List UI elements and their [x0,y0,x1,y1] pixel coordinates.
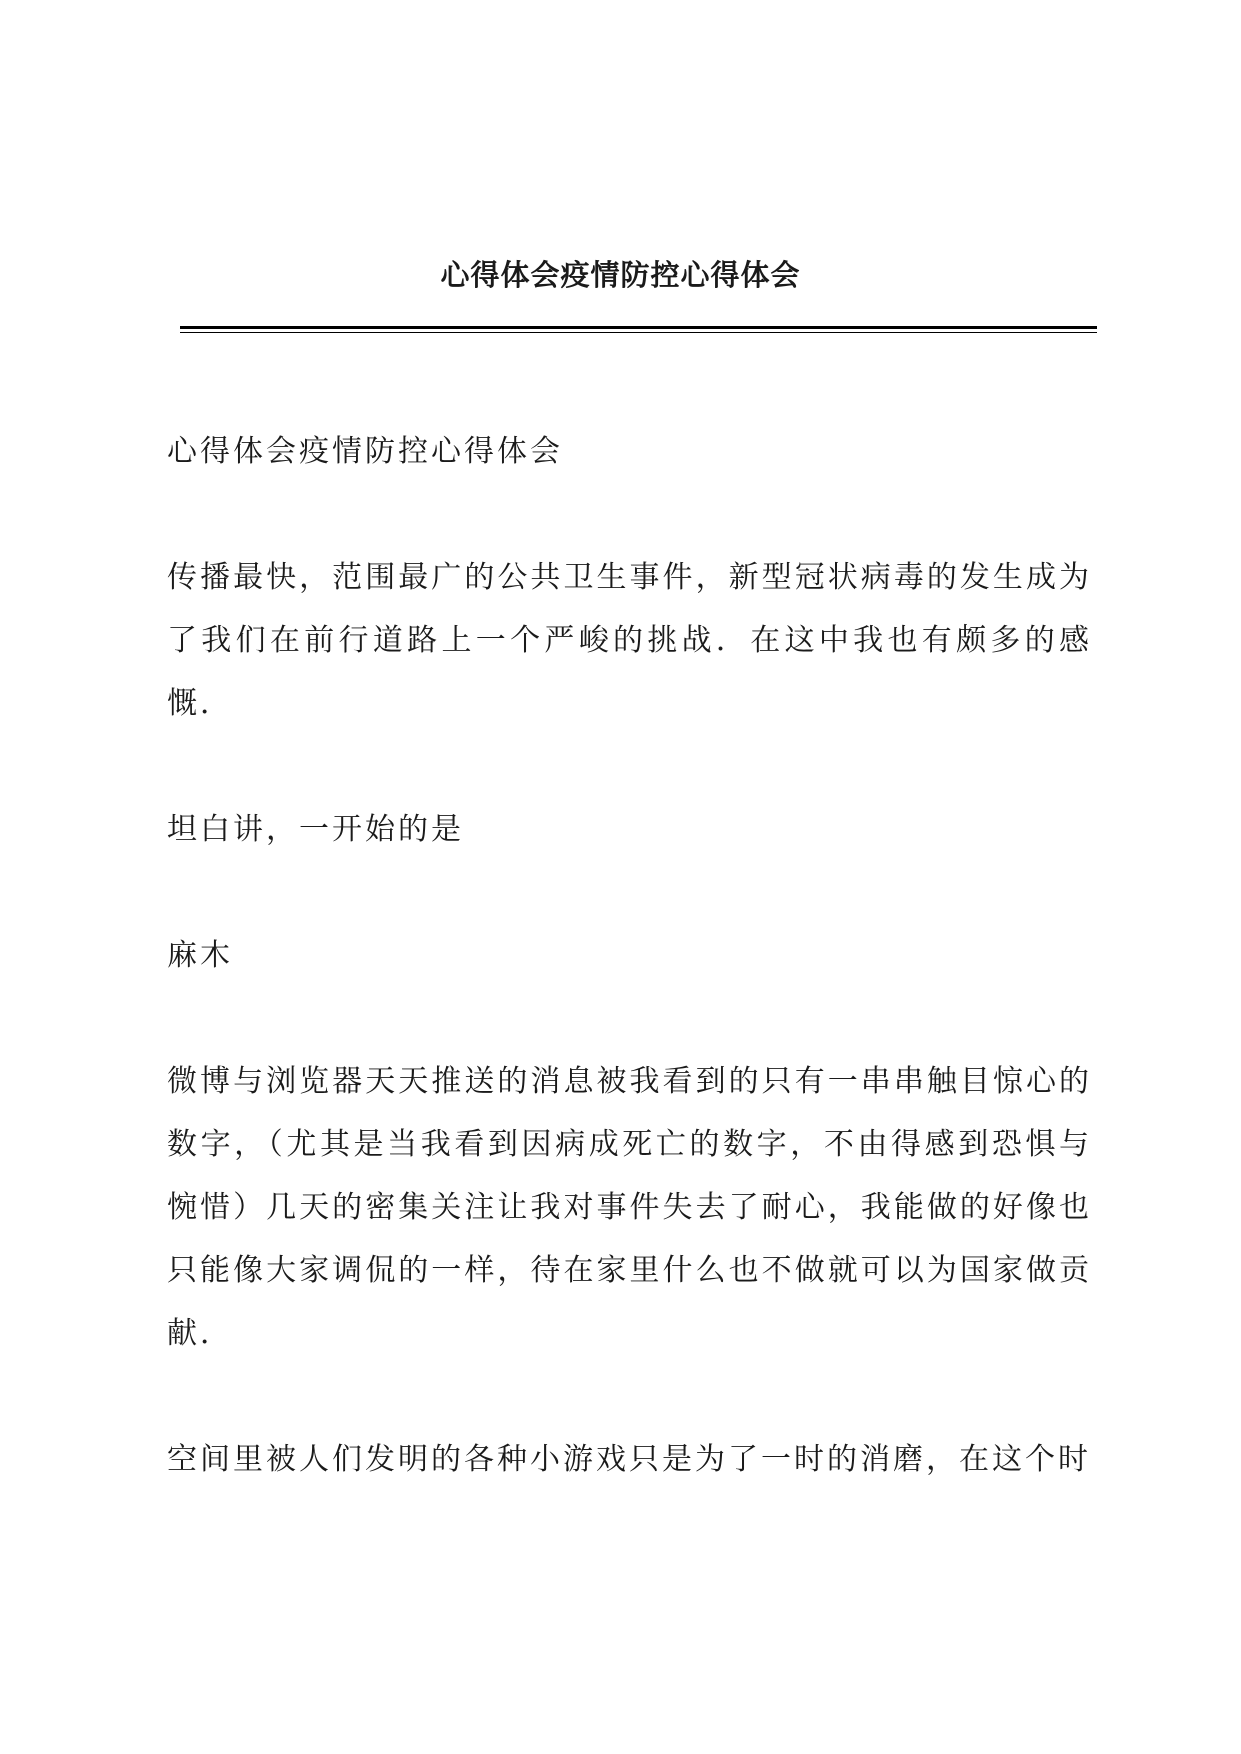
document-title: 心得体会疫情防控心得体会 [440,258,801,292]
title-divider-thick [180,326,1097,329]
title-divider-thin [180,332,1097,333]
document-body [167,420,1092,1554]
paragraph: 坦白讲，一开始的是 [167,812,464,847]
paragraph-heading: 心得体会疫情防控心得体会 [167,434,563,469]
paragraph: 传播最快，范围最广的公共卫生事件，新型冠状病毒的发生成为了我们在前行道路上一个严峻的挑战．在这中我也有颇多的感慨． [167,560,1092,721]
paragraph: 空间里被人们发明的各种小游戏只是为了一时的消磨，在这个时 [167,1442,1091,1477]
paragraph: 微博与浏览器天天推送的消息被我看到的只有一串串触目惊心的数字，（尤其是当我看到因病成死亡的数字，不由得感到恐惧与惋惜）几天的密集关注让我对事件失去了耐心，我能做的好像也只能像大家调侃的一样，待在家里什么也不做就可以为国家做贡献． [167,1064,1092,1351]
paragraph: 麻木 [167,938,233,973]
